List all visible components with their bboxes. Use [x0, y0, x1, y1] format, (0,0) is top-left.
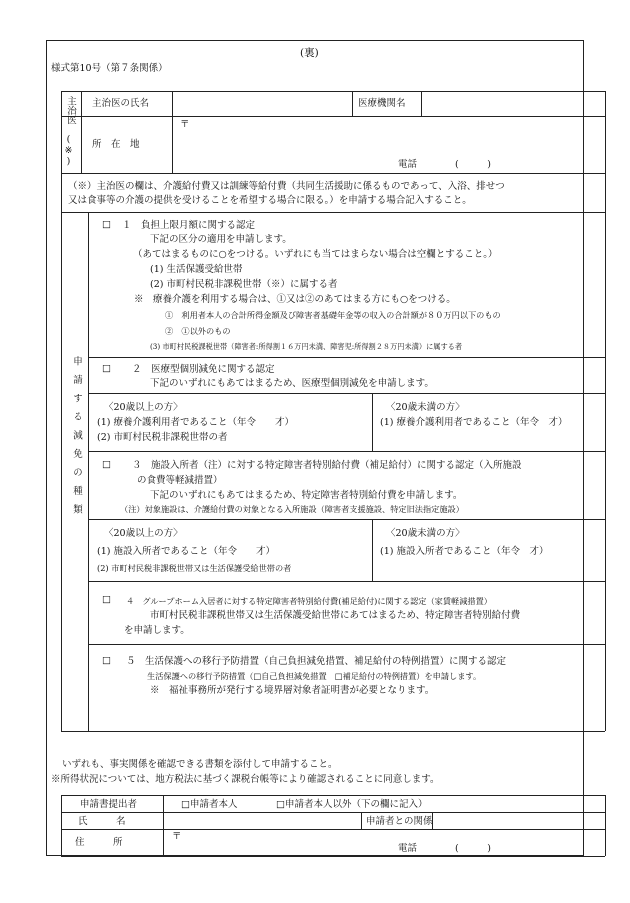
physician-name-label: 主治医の氏名 [92, 98, 150, 109]
item5-title: ５ 生活保護への移行予防措置（自己負担減免措置、補足給付の特例措置）に関する認定 [126, 656, 507, 667]
consent-note: ※所得状況については、地方税法に基づく課税台帳等により確認されることに同意します。 [51, 774, 440, 785]
item5-line3: ※ 福祉事務所が発行する境界層対象者証明書が必要となります。 [150, 685, 435, 696]
item2-checkbox[interactable]: □ [102, 363, 111, 374]
physician-note-line1: （※）主治医の欄は、介護給付費又は訓練等給付費（共同生活援助に係るものであって、入浴、排せつ [68, 181, 505, 192]
item4-title: ４ グループホーム入居者に対する特定障害者特別給付費(補足給付)に関する認定（家賃軽減措置） [126, 596, 492, 606]
physician-phone-field[interactable]: ( ) [455, 159, 491, 170]
form-number: 様式第10号（第７条関係） [51, 63, 168, 74]
item1-option-2[interactable]: (2) 市町村民税非課税世帯（※）に属する者 [150, 279, 338, 290]
item1-line: （あてはまるものに○をつける。いずれにも当てはまらない場合は空欄とすること。） [133, 249, 498, 260]
item2-left-line[interactable]: (1) 療養介護利用者であること（年令 才） [97, 417, 294, 428]
item4-line3: を申請します。 [124, 625, 190, 636]
item3-left-line[interactable]: (1) 施設入所者であること（年令 才） [97, 546, 275, 557]
item4-checkbox[interactable]: □ [102, 594, 111, 605]
option-applicant-other[interactable]: □申請者本人以外（下の欄に記入） [276, 799, 428, 810]
submitter-name-label: 氏 名 [78, 816, 126, 827]
attachment-note: いずれも、事実関係を確認できる書類を添付して申請すること。 [62, 759, 338, 770]
item1-line: 下記の区分の適用を申請します。 [150, 234, 292, 245]
physician-note-line2: 又は食事等の介護の提供を受けることを希望する場合に限る。）を申請する場合記入すること。 [68, 195, 472, 206]
item2-desc: 下記のいずれにもあてはまるため、医療型個別減免を申請します。 [150, 378, 434, 389]
item1-checkbox[interactable]: □ [102, 219, 111, 230]
item3-title-cont: の食費等軽減措置） [137, 475, 223, 486]
item3-title: ３ 施設入所者（注）に対する特定障害者特別給付費（補足給付）に関する認定（入所施設 [132, 460, 522, 471]
item5-checkbox[interactable]: □ [102, 655, 111, 666]
physician-side-label: 主治医 [65, 96, 76, 125]
postal-mark: 〒 [180, 119, 190, 130]
item3-right-head: 〈20歳未満の方〉 [386, 528, 465, 539]
item2-left-head: 〈20歳以上の方〉 [104, 402, 183, 413]
option-applicant-self[interactable]: □申請者本人 [181, 799, 238, 810]
item2-right-line[interactable]: (1) 療養介護利用者であること（年令 才） [380, 417, 568, 428]
institution-label: 医療機関名 [358, 98, 406, 109]
submitter-phone-field[interactable]: ( ) [455, 843, 491, 854]
item1-option-1[interactable]: (1) 生活保護受給世帯 [150, 264, 243, 275]
item3-right-line[interactable]: (1) 施設入所者であること（年令 才） [380, 546, 549, 557]
item2-left-line[interactable]: (2) 市町村民税非課税世帯の者 [97, 432, 228, 443]
item1-title: １ 負担上限月額に関する認定 [122, 220, 256, 231]
reduction-side-label: 申請する減免の種類 [71, 356, 82, 523]
physician-address-label: 所 在 地 [92, 139, 140, 150]
submitter-address-label: 住 所 [75, 837, 123, 848]
item1-line: ※ 療養介護を利用する場合は、①又は②のあてはまる方にも○をつける。 [134, 294, 456, 305]
physician-phone-label: 電話 [398, 159, 418, 170]
item1-suboption-1[interactable]: ① 利用者本人の合計所得金額及び障害者基礎年金等の収入の合計額が８０万円以下のもの [165, 310, 501, 320]
item1-suboption-2[interactable]: ② ①以外のもの [165, 326, 231, 336]
item3-checkbox[interactable]: □ [102, 459, 111, 470]
item3-left-line[interactable]: (2) 市町村民税非課税世帯又は生活保護受給世帯の者 [97, 563, 292, 573]
relation-field[interactable] [434, 814, 603, 828]
reverse-side-label: (裏) [300, 47, 319, 59]
form-frame [46, 40, 584, 856]
submitter-address-field[interactable] [165, 831, 603, 841]
physician-address-field[interactable] [174, 118, 603, 158]
item3-note: （注）対象施設は、介護給付費の対象となる入所施設（障害者支援施設、特定旧法指定施設） [120, 504, 464, 514]
item3-left-head: 〈20歳以上の方〉 [104, 528, 183, 539]
item3-desc: 下記のいずれにもあてはまるため、特定障害者特別給付費を申請します。 [150, 490, 463, 501]
submitter-name-field[interactable] [165, 814, 359, 828]
relation-label: 申請者との関係 [366, 816, 433, 827]
item4-line2: 市町村民税非課税世帯又は生活保護受給世帯にあてはまるため、特定障害者特別給付費 [150, 610, 521, 621]
item2-right-head: 〈20歳未満の方〉 [386, 402, 465, 413]
institution-field[interactable] [423, 93, 603, 114]
item5-line2[interactable]: 生活保護への移行予防措置（□自己負担減免措置 □補足給付の特例措置）を申請します。 [147, 671, 482, 681]
submitter-phone-label: 電話 [398, 843, 418, 854]
submitter-postal-mark: 〒 [172, 831, 182, 842]
submitter-label: 申請書提出者 [80, 799, 138, 810]
physician-side-mark: (※) [63, 134, 74, 167]
item2-title: ２ 医療型個別減免に関する認定 [132, 364, 275, 375]
item1-option-3[interactable]: (3) 市町村民税課税世帯（障害者:所得割１６万円未満、障害児:所得割２８万円未満）に属する者 [150, 342, 463, 351]
physician-name-field[interactable] [174, 93, 350, 114]
